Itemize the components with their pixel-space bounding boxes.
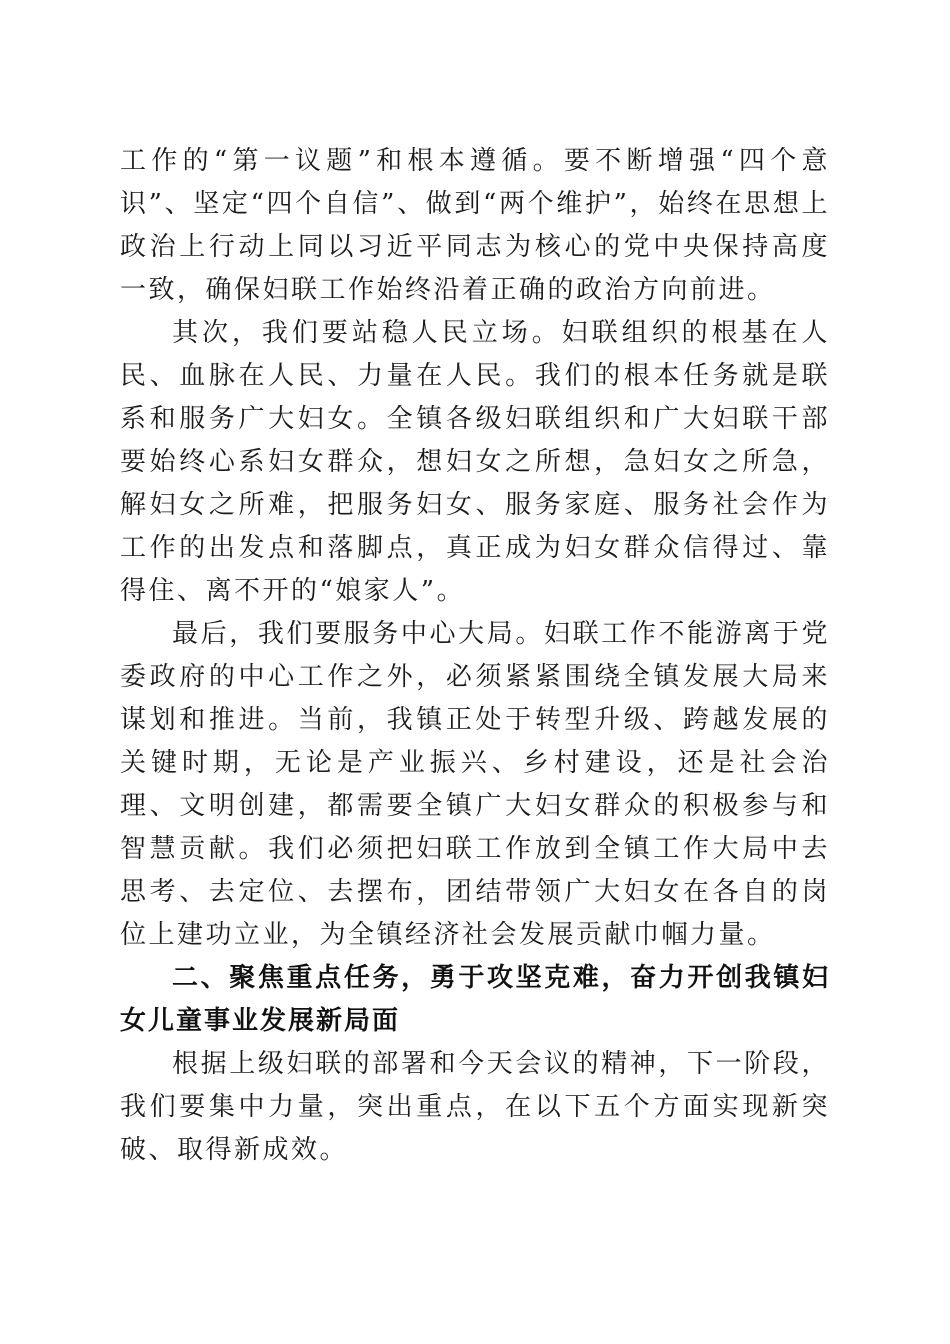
paragraph-central-overall: 最后，我们要服务中心大局。妇联工作不能游离于党委政府的中心工作之外，必须紧紧围绕全镇发展大局来谋划和推进。当前，我镇正处于转型升级、跨越发展的关键时期，无论是产业振兴、乡村建设，还是社会治理、文明创建，都需要全镇广大妇女群众的积极参与和智慧贡献。我们必须把妇联工作放到全镇工作大局中去思考、去定位、去摆布，团结带领广大妇女在各自的岗位上建功立业，为全镇经济社会发展贡献巾帼力量。 (120, 619, 830, 950)
section-heading: 二、聚焦重点任务，勇于攻坚克难，奋力开创我镇妇女儿童事业发展新局面 (120, 963, 830, 1036)
paragraph-continuation: 工作的“第一议题”和根本遵循。要不断增强“四个意识”、坚定“四个自信”、做到“两个维护”，始终在思想上政治上行动上同以习近平同志为核心的党中央保持高度一致，确保妇联工作始终沿着正确的政治方向前进。 (120, 146, 830, 305)
document-body (120, 140, 830, 1172)
paragraph-next-stage: 根据上级妇联的部署和今天会议的精神，下一阶段，我们要集中力量，突出重点，在以下五个方面实现新突破、取得新成效。 (120, 1049, 830, 1165)
paragraph-people-stance: 其次，我们要站稳人民立场。妇联组织的根基在人民、血脉在人民、力量在人民。我们的根本任务就是联系和服务广大妇女。全镇各级妇联组织和广大妇联干部要始终心系妇女群众，想妇女之所想，急妇女之所急，解妇女之所难，把服务妇女、服务家庭、服务社会作为工作的出发点和落脚点，真正成为妇女群众信得过、靠得住、离不开的“娘家人”。 (120, 318, 830, 606)
